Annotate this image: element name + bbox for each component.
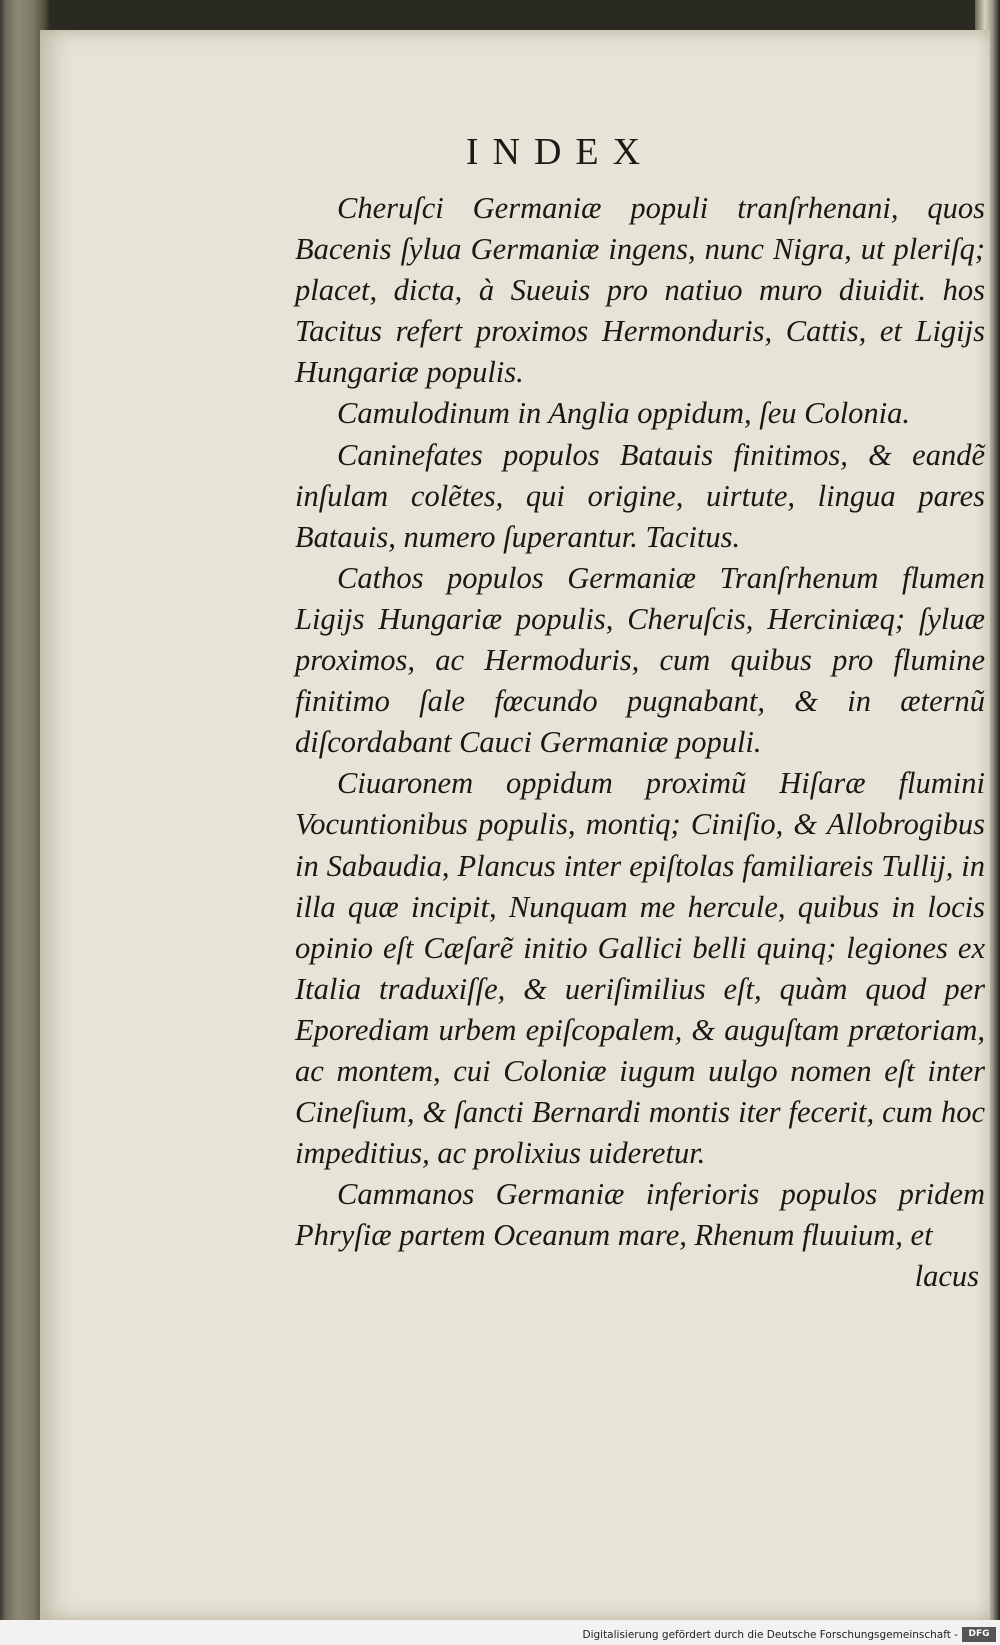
index-entry-cammanos: Cammanos Germaniæ inferioris populos pridem Phryſiæ partem Oceanum mare, Rhenum fluuium, et (295, 1177, 985, 1253)
page-header: INDEX (465, 131, 655, 173)
dfg-logo: DFG (962, 1627, 996, 1642)
index-entry-ciuaronem: Ciuaronem oppidum proximũ Hiſaræ flumini Vocuntionibus populis, montiq; Ciniſio, & Allobrogibus in Sabaudia, Plancus inter epiſtolas familiareis Tullij, in illa quæ incipit, Nunquam me hercule, quibus in locis opinio eſt Cæſarẽ initio Gallici belli quinq; legiones ex Italia traduxiſſe, & ueriſimilius eſt, quàm quod per Eporediam urbem epiſcopalem, & auguſtam prætoriam, ac montem, cui Coloniæ iugum uulgo nomen eſt inter Cineſium, & ſancti Bernardi montis iter fecerit, cum hoc impeditius, ac prolixius uideretur. (295, 766, 985, 1171)
index-entry-cherusci: Cheruſci Germaniæ populi tranſrhenani, quos Bacenis ſylua Germaniæ ingens, nunc Nigra, ut pleriſq; placet, dicta, à Sueuis pro natiuo muro diuidit. hos Tacitus refert proximos Hermonduris, Cattis, et Ligijs Hungariæ populis. (295, 191, 985, 390)
funding-credit: Digitalisierung gefördert durch die Deutsche Forschungsgemeinschaft - (582, 1629, 958, 1641)
catchword: lacus (914, 1259, 979, 1294)
index-entry-caninefates: Caninefates populos Batauis finitimos, & eandẽ inſulam colẽtes, qui origine, uirtute, lingua pares Batauis, numero ſuperantur. Tacitus. (295, 437, 985, 554)
index-entry-camulodinum: Camulodinum in Anglia oppidum, ſeu Colonia. (337, 396, 911, 431)
index-entry-cathos: Cathos populos Germaniæ Tranſrhenum flumen Ligijs Hungariæ populis, Cheruſcis, Herciniæq; ſyluæ proximos, ac Hermoduris, cum quibus pro flumine finitimo ſale fœcundo pugnabant, & in æternũ diſcordabant Cauci Germaniæ populi. (295, 560, 985, 760)
index-text (295, 188, 985, 1328)
book-page (40, 30, 990, 1620)
